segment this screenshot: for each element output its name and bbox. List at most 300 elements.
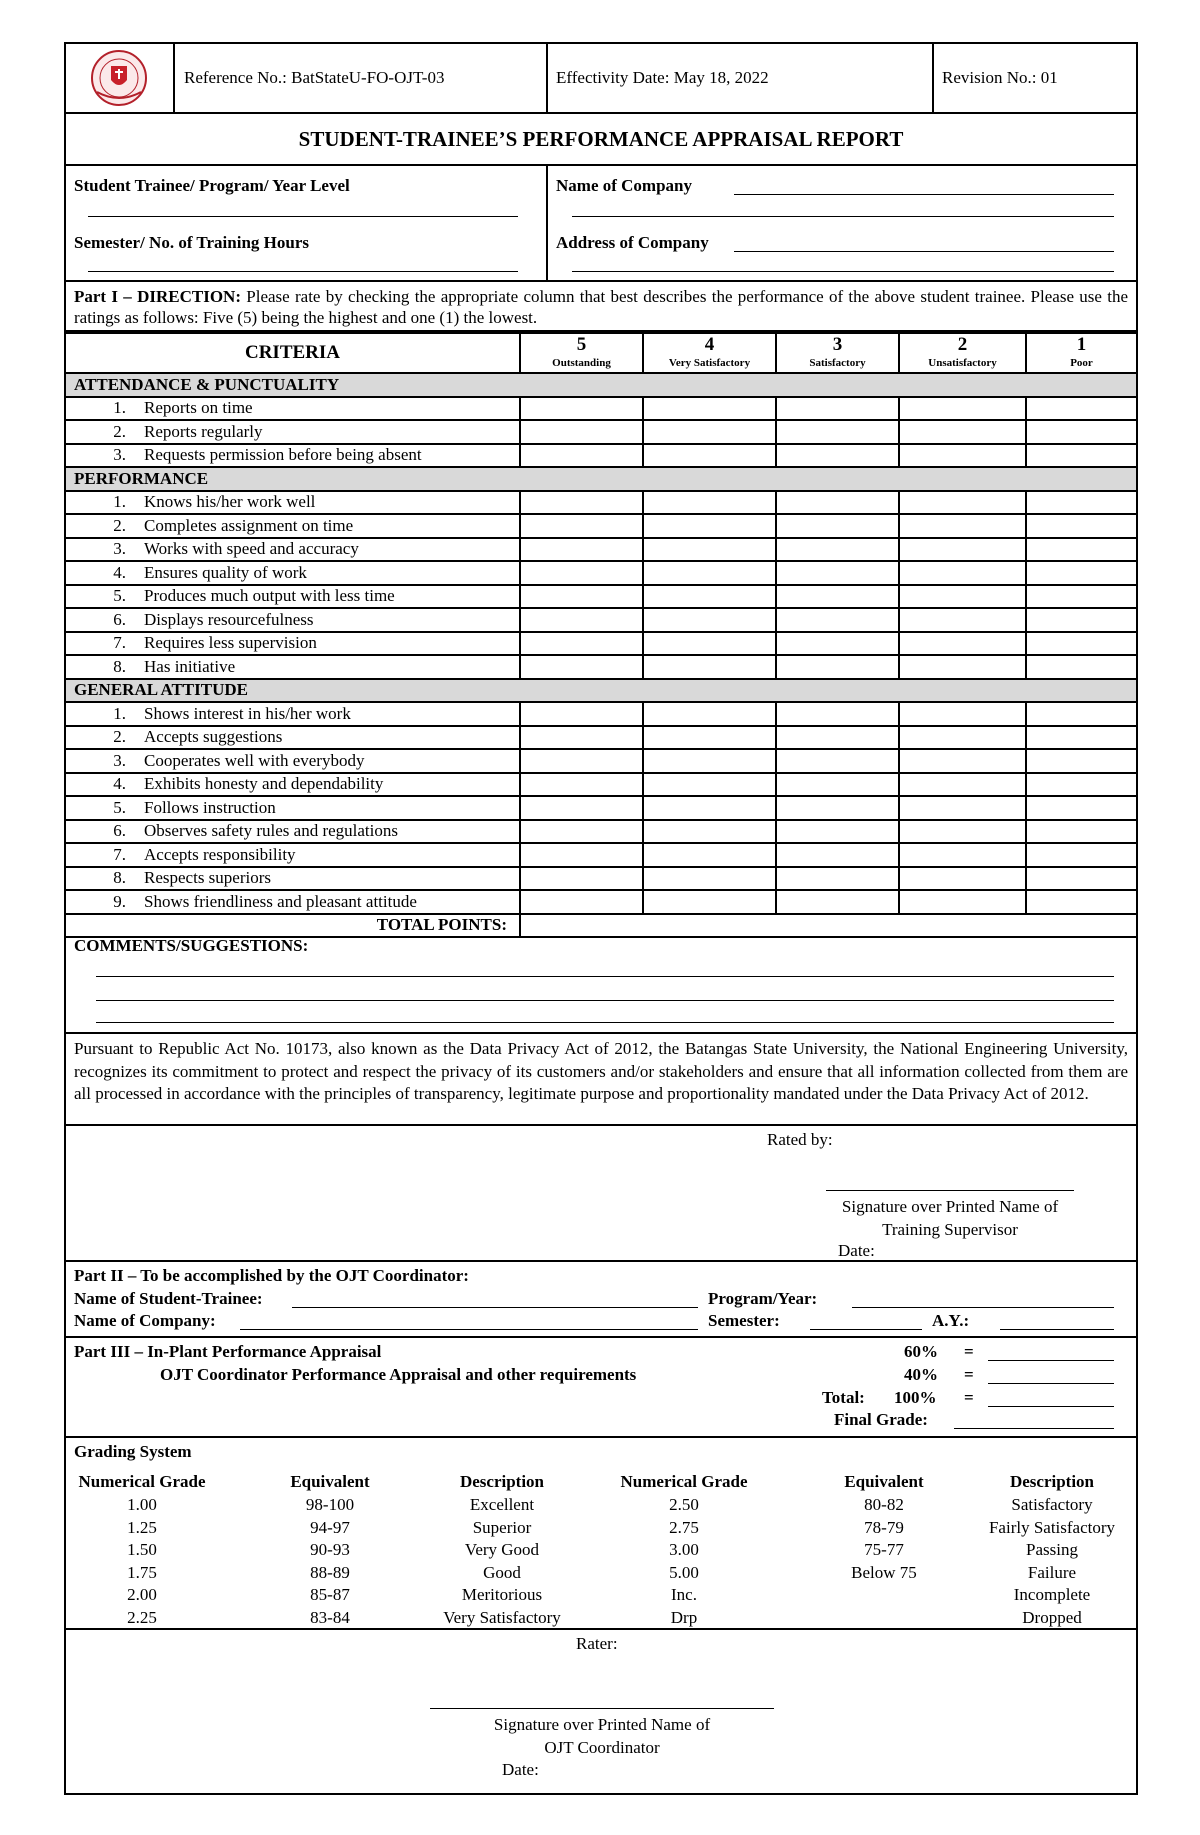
rating-number: 2	[957, 334, 968, 355]
rating-cell[interactable]	[520, 585, 643, 609]
page-title: STUDENT-TRAINEE’S PERFORMANCE APPRAISAL REPORT	[298, 127, 904, 151]
rating-cell[interactable]	[776, 561, 899, 585]
company-name-label: Name of Company	[556, 176, 692, 195]
rating-cell[interactable]	[643, 608, 776, 632]
section-row	[66, 373, 1136, 397]
rater-label: Rater:	[576, 1634, 618, 1653]
criteria-label: Requires less supervision	[144, 633, 317, 653]
rating-cell[interactable]	[1026, 608, 1136, 632]
criteria-cell	[66, 444, 520, 468]
rated-by-label: Rated by:	[767, 1130, 833, 1149]
rating-cell[interactable]	[776, 585, 899, 609]
part2-semester-line[interactable]	[810, 1329, 922, 1330]
rating-cell[interactable]	[643, 397, 776, 421]
part2-semester-label: Semester:	[708, 1311, 780, 1330]
part2-company-label: Name of Company:	[74, 1311, 216, 1330]
rating-cell[interactable]	[1026, 538, 1136, 562]
grading-cell: 90-93	[310, 1540, 350, 1559]
criteria-cell	[66, 726, 520, 750]
rating-cell[interactable]	[520, 491, 643, 515]
rating-cell[interactable]	[1026, 796, 1136, 820]
supervisor-title: Training Supervisor	[882, 1220, 1018, 1239]
criteria-number: 7.	[113, 844, 126, 864]
rating-cell[interactable]	[776, 514, 899, 538]
grading-header: Description	[1009, 1472, 1095, 1491]
coordinator-grade-line[interactable]	[988, 1383, 1114, 1384]
criteria-cell	[66, 514, 520, 538]
criteria-cell	[66, 538, 520, 562]
criteria-number: 5.	[113, 586, 126, 606]
section-title: ATTENDANCE & PUNCTUALITY	[66, 373, 1136, 397]
ay-line[interactable]	[1000, 1329, 1114, 1330]
rating-cell[interactable]	[520, 773, 643, 797]
criteria-row	[66, 655, 1136, 679]
rating-cell[interactable]	[1026, 867, 1136, 891]
grading-cell: 1.00	[127, 1495, 157, 1514]
grading-header: Numerical Grade	[78, 1472, 206, 1491]
rating-cell[interactable]	[520, 514, 643, 538]
title-row	[66, 114, 1136, 166]
rating-cell[interactable]	[643, 702, 776, 726]
direction-body: Please rate by checking the appropriate column that best describes the performance of the above student trainee. Please use the ratings as follows: Five (5) being the highest and one (1) the lowest.	[74, 287, 1128, 327]
rating-description: Unsatisfactory	[928, 357, 997, 369]
rating-cell[interactable]	[776, 655, 899, 679]
direction-text	[74, 286, 1128, 328]
rating-cell[interactable]	[776, 843, 899, 867]
rating-cell[interactable]	[520, 632, 643, 656]
total-label: Total:	[822, 1388, 865, 1407]
criteria-row	[66, 420, 1136, 444]
grading-header: Description	[459, 1472, 545, 1491]
rating-cell[interactable]	[520, 561, 643, 585]
rating-cell[interactable]	[1026, 773, 1136, 797]
rating-cell[interactable]	[643, 420, 776, 444]
rating-cell[interactable]	[776, 444, 899, 468]
criteria-cell	[66, 773, 520, 797]
rating-cell[interactable]	[899, 444, 1026, 468]
ay-label: A.Y.:	[932, 1311, 970, 1330]
student-trainee-line[interactable]	[292, 1307, 698, 1308]
criteria-row	[66, 796, 1136, 820]
grading-cell: Incomplete	[1013, 1585, 1091, 1604]
rating-header-5	[520, 333, 643, 373]
rating-cell[interactable]	[899, 702, 1026, 726]
rating-header-3	[776, 333, 899, 373]
rating-cell[interactable]	[1026, 585, 1136, 609]
rating-description: Poor	[1070, 357, 1093, 369]
eq-1: =	[964, 1342, 974, 1361]
student-program-label: Student Trainee/ Program/ Year Level	[74, 176, 350, 195]
comments-label: COMMENTS/SUGGESTIONS:	[74, 936, 309, 955]
rating-cell[interactable]	[520, 397, 643, 421]
grading-cell: 1.75	[127, 1562, 157, 1582]
rater-block	[66, 1630, 1136, 1793]
rating-description: Satisfactory	[809, 357, 866, 369]
criteria-row	[66, 397, 1136, 421]
criteria-label: Observes safety rules and regulations	[144, 821, 398, 841]
program-year-label: Program/Year:	[708, 1289, 818, 1308]
rating-cell[interactable]	[520, 890, 643, 914]
criteria-cell	[66, 608, 520, 632]
grading-cell: Below 75	[851, 1562, 917, 1582]
appraisal-form	[64, 42, 1138, 1795]
grading-cell: Meritorious	[461, 1585, 543, 1604]
criteria-number: 4.	[113, 562, 126, 582]
criteria-row	[66, 444, 1136, 468]
semester-hours-line[interactable]	[88, 271, 518, 272]
rating-cell[interactable]	[899, 585, 1026, 609]
criteria-row	[66, 514, 1136, 538]
rating-cell[interactable]	[1026, 820, 1136, 844]
rating-number: 4	[704, 334, 715, 355]
company-address-label: Address of Company	[556, 233, 709, 252]
part3-block	[66, 1338, 1136, 1438]
grading-cell: Excellent	[469, 1495, 535, 1514]
weight-100: 100%	[894, 1388, 937, 1407]
rating-cell[interactable]	[643, 632, 776, 656]
rating-cell[interactable]	[899, 491, 1026, 515]
criteria-row	[66, 608, 1136, 632]
grading-cell: 83-84	[310, 1607, 350, 1627]
revision-number: Revision No.: 01	[942, 68, 1058, 87]
rating-cell[interactable]	[776, 538, 899, 562]
rating-cell[interactable]	[520, 655, 643, 679]
rating-cell[interactable]	[899, 397, 1026, 421]
rating-cell[interactable]	[776, 890, 899, 914]
rating-cell[interactable]	[899, 561, 1026, 585]
criteria-row	[66, 538, 1136, 562]
rating-header-1	[1026, 333, 1136, 373]
criteria-label: Reports regularly	[144, 421, 263, 441]
rating-header-2	[899, 333, 1026, 373]
part3-subtitle: OJT Coordinator Performance Appraisal and other requirements	[160, 1365, 637, 1384]
company-address-line[interactable]	[734, 251, 1114, 252]
grading-cell: 2.50	[669, 1495, 699, 1514]
rating-cell[interactable]	[643, 585, 776, 609]
comments-line-1[interactable]	[96, 976, 1114, 977]
criteria-label: Displays resourcefulness	[144, 609, 314, 629]
comments-line-3[interactable]	[96, 1022, 1114, 1023]
criteria-number: 3.	[113, 445, 126, 465]
criteria-label: Ensures quality of work	[144, 562, 307, 582]
program-year-line[interactable]	[852, 1307, 1114, 1308]
criteria-cell	[66, 632, 520, 656]
grading-cell: 2.75	[669, 1517, 699, 1537]
rating-cell[interactable]	[776, 491, 899, 515]
rating-cell[interactable]	[643, 867, 776, 891]
rating-cell[interactable]	[643, 444, 776, 468]
section-title: PERFORMANCE	[66, 467, 1136, 491]
criteria-label: Shows friendliness and pleasant attitude	[144, 891, 417, 911]
criteria-number: 9.	[113, 891, 126, 911]
criteria-label: Knows his/her work well	[144, 492, 316, 512]
total-grade-line[interactable]	[988, 1406, 1114, 1407]
grading-cell: Good	[483, 1562, 521, 1582]
criteria-table	[66, 332, 1136, 938]
grading-system-title: Grading System	[74, 1442, 192, 1461]
rating-cell[interactable]	[1026, 514, 1136, 538]
criteria-number: 6.	[113, 821, 126, 841]
privacy-notice: Pursuant to Republic Act No. 10173, also known as the Data Privacy Act of 2012, the Batangas State University, the National Engineering University, recognizes its commitment to protect and respect the privacy of its customers and/or stakeholders and ensure that all information collected from them are all processed in accordance with the principles of transparency, legitimate purpose and proportionality mandated under the Data Privacy Act of 2012.	[74, 1039, 1128, 1103]
grading-header: Equivalent	[844, 1472, 924, 1491]
rating-cell[interactable]	[1026, 843, 1136, 867]
rating-number: 1	[1076, 334, 1087, 355]
criteria-number: 1.	[113, 398, 126, 418]
grading-cell: 5.00	[669, 1562, 699, 1582]
rating-cell[interactable]	[899, 632, 1026, 656]
student-program-line[interactable]	[88, 216, 518, 217]
company-name-line[interactable]	[734, 194, 1114, 195]
rating-cell[interactable]	[520, 538, 643, 562]
eq-3: =	[964, 1388, 974, 1407]
grading-cell: 1.50	[127, 1540, 157, 1559]
rating-cell[interactable]	[899, 608, 1026, 632]
criteria-header: CRITERIA	[66, 333, 520, 373]
criteria-cell	[66, 843, 520, 867]
rating-description: Very Satisfactory	[668, 357, 751, 369]
direction-block	[66, 282, 1136, 332]
rating-cell[interactable]	[899, 820, 1026, 844]
rating-cell[interactable]	[520, 608, 643, 632]
rating-cell[interactable]	[643, 655, 776, 679]
rating-cell[interactable]	[1026, 491, 1136, 515]
grading-cell: 80-82	[864, 1495, 904, 1514]
university-seal-icon	[81, 48, 157, 108]
rating-cell[interactable]	[520, 749, 643, 773]
rating-cell[interactable]	[899, 773, 1026, 797]
criteria-label: Cooperates well with everybody	[144, 750, 365, 770]
rating-cell[interactable]	[899, 867, 1026, 891]
grading-cell: Very Good	[464, 1540, 540, 1559]
grading-cell: Superior	[472, 1517, 532, 1537]
rating-cell[interactable]	[899, 655, 1026, 679]
criteria-number: 1.	[113, 492, 126, 512]
rating-cell[interactable]	[643, 796, 776, 820]
rating-cell[interactable]	[899, 726, 1026, 750]
rating-cell[interactable]	[643, 561, 776, 585]
rating-cell[interactable]	[520, 702, 643, 726]
criteria-row	[66, 491, 1136, 515]
rating-cell[interactable]	[643, 749, 776, 773]
grading-cell: 2.00	[127, 1585, 157, 1604]
final-grade-label: Final Grade:	[834, 1410, 928, 1429]
rating-cell[interactable]	[776, 702, 899, 726]
rating-cell[interactable]	[1026, 444, 1136, 468]
criteria-label: Respects superiors	[144, 868, 272, 888]
criteria-label: Exhibits honesty and dependability	[144, 774, 384, 794]
criteria-row	[66, 702, 1136, 726]
grading-cell: 88-89	[310, 1562, 350, 1582]
comments-block	[66, 934, 1136, 1034]
rating-cell[interactable]	[643, 726, 776, 750]
rating-cell[interactable]	[899, 514, 1026, 538]
rating-cell[interactable]	[776, 796, 899, 820]
part2-title: Part II – To be accomplished by the OJT Coordinator:	[74, 1266, 469, 1285]
grading-cell: Dropped	[1022, 1607, 1082, 1627]
grading-cell: 85-87	[310, 1585, 350, 1604]
rating-cell[interactable]	[643, 773, 776, 797]
supervisor-signature-line[interactable]	[826, 1190, 1074, 1191]
rating-cell[interactable]	[899, 420, 1026, 444]
criteria-row	[66, 749, 1136, 773]
rating-cell[interactable]	[776, 726, 899, 750]
effectivity-date: Effectivity Date: May 18, 2022	[556, 68, 769, 87]
rating-cell[interactable]	[776, 420, 899, 444]
criteria-label: Reports on time	[144, 398, 253, 418]
grading-header: Numerical Grade	[620, 1472, 748, 1491]
rating-cell[interactable]	[520, 796, 643, 820]
final-grade-line[interactable]	[954, 1428, 1114, 1429]
rating-cell[interactable]	[1026, 655, 1136, 679]
rating-cell[interactable]	[776, 632, 899, 656]
coordinator-signature-caption: Signature over Printed Name of	[493, 1715, 711, 1734]
rating-cell[interactable]	[643, 890, 776, 914]
total-points-label: TOTAL POINTS:	[66, 914, 520, 938]
rating-cell[interactable]	[1026, 561, 1136, 585]
criteria-cell	[66, 796, 520, 820]
grading-cell: Passing	[1026, 1540, 1078, 1559]
supervisor-signature-caption: Signature over Printed Name of	[841, 1197, 1059, 1216]
criteria-number: 3.	[113, 750, 126, 770]
criteria-label: Has initiative	[144, 656, 236, 676]
rating-cell[interactable]	[520, 843, 643, 867]
section-row	[66, 467, 1136, 491]
criteria-label: Shows interest in his/her work	[144, 703, 351, 723]
rating-cell[interactable]	[899, 749, 1026, 773]
criteria-label: Requests permission before being absent	[144, 445, 422, 465]
section-row	[66, 679, 1136, 703]
criteria-number: 2.	[113, 515, 126, 535]
criteria-number: 3.	[113, 539, 126, 559]
grading-table	[66, 1472, 1136, 1628]
part2-block	[66, 1262, 1136, 1338]
rating-number: 3	[832, 334, 843, 355]
weight-40: 40%	[904, 1365, 938, 1384]
criteria-label: Completes assignment on time	[144, 515, 354, 535]
grading-cell: Satisfactory	[1011, 1495, 1093, 1514]
company-name-line-2[interactable]	[572, 216, 1114, 217]
criteria-number: 7.	[113, 633, 126, 653]
grading-cell: Inc.	[671, 1585, 697, 1604]
criteria-number: 8.	[113, 868, 126, 888]
company-address-line-2[interactable]	[572, 271, 1114, 272]
criteria-row	[66, 632, 1136, 656]
criteria-number: 2.	[113, 421, 126, 441]
criteria-row	[66, 867, 1136, 891]
rating-cell[interactable]	[643, 514, 776, 538]
rating-cell[interactable]	[520, 420, 643, 444]
criteria-row	[66, 726, 1136, 750]
rating-cell[interactable]	[1026, 632, 1136, 656]
criteria-cell	[66, 491, 520, 515]
criteria-label: Works with speed and accuracy	[144, 539, 359, 559]
rating-cell[interactable]	[776, 608, 899, 632]
rating-cell[interactable]	[776, 820, 899, 844]
header-row	[66, 44, 1136, 114]
rating-cell[interactable]	[776, 773, 899, 797]
rating-cell[interactable]	[520, 867, 643, 891]
weight-60: 60%	[904, 1342, 938, 1361]
rated-by-block	[66, 1126, 1136, 1262]
supervisor-date-label: Date:	[838, 1241, 875, 1260]
criteria-cell	[66, 420, 520, 444]
criteria-cell	[66, 749, 520, 773]
comments-line-2[interactable]	[96, 1000, 1114, 1001]
coordinator-date-label: Date:	[502, 1760, 539, 1779]
section-title: GENERAL ATTITUDE	[66, 679, 1136, 703]
criteria-header-row	[66, 333, 1136, 373]
part2-company-line[interactable]	[240, 1329, 698, 1330]
criteria-cell	[66, 820, 520, 844]
criteria-row	[66, 561, 1136, 585]
grading-system-block	[66, 1438, 1136, 1630]
grading-cell: Fairly Satisfactory	[988, 1517, 1116, 1537]
in-plant-grade-line[interactable]	[988, 1360, 1114, 1361]
coordinator-title: OJT Coordinator	[544, 1738, 660, 1757]
rating-header-4	[643, 333, 776, 373]
grading-cell: 94-97	[310, 1517, 350, 1537]
criteria-number: 2.	[113, 727, 126, 747]
info-block	[66, 166, 1136, 282]
rating-cell[interactable]	[899, 890, 1026, 914]
rating-cell[interactable]	[776, 397, 899, 421]
grading-cell: 1.25	[127, 1517, 157, 1537]
rating-cell[interactable]	[776, 867, 899, 891]
rating-cell[interactable]	[643, 491, 776, 515]
rating-cell[interactable]	[1026, 397, 1136, 421]
coordinator-signature-line[interactable]	[430, 1708, 774, 1709]
rating-cell[interactable]	[1026, 702, 1136, 726]
direction-label: Part I – DIRECTION:	[74, 287, 241, 306]
criteria-cell	[66, 867, 520, 891]
rating-cell[interactable]	[1026, 749, 1136, 773]
criteria-cell	[66, 397, 520, 421]
grading-cell: Drp	[670, 1607, 698, 1627]
rating-cell[interactable]	[899, 843, 1026, 867]
grading-cell: 2.25	[127, 1607, 157, 1627]
criteria-row	[66, 773, 1136, 797]
rating-cell[interactable]	[1026, 420, 1136, 444]
criteria-label: Accepts suggestions	[144, 727, 283, 747]
rating-cell[interactable]	[643, 843, 776, 867]
grading-cell: 78-79	[864, 1517, 904, 1537]
rating-cell[interactable]	[899, 796, 1026, 820]
rating-cell[interactable]	[899, 538, 1026, 562]
criteria-row	[66, 890, 1136, 914]
criteria-cell	[66, 561, 520, 585]
grading-cell: Very Satisfactory	[443, 1607, 561, 1627]
criteria-number: 4.	[113, 774, 126, 794]
rating-cell[interactable]	[520, 444, 643, 468]
rating-cell[interactable]	[520, 726, 643, 750]
rating-cell[interactable]	[520, 820, 643, 844]
reference-number: Reference No.: BatStateU-FO-OJT-03	[184, 68, 445, 87]
rating-cell[interactable]	[1026, 890, 1136, 914]
rating-cell[interactable]	[643, 820, 776, 844]
rating-cell[interactable]	[1026, 726, 1136, 750]
criteria-label: Accepts responsibility	[144, 844, 296, 864]
criteria-cell	[66, 585, 520, 609]
rating-cell[interactable]	[643, 538, 776, 562]
student-trainee-label: Name of Student-Trainee:	[74, 1289, 263, 1308]
criteria-number: 5.	[113, 797, 126, 817]
part3-title: Part III – In-Plant Performance Appraisal	[74, 1342, 382, 1361]
criteria-row	[66, 843, 1136, 867]
criteria-number: 1.	[113, 703, 126, 723]
grading-cell: 98-100	[305, 1495, 355, 1514]
criteria-cell	[66, 655, 520, 679]
rating-cell[interactable]	[776, 749, 899, 773]
